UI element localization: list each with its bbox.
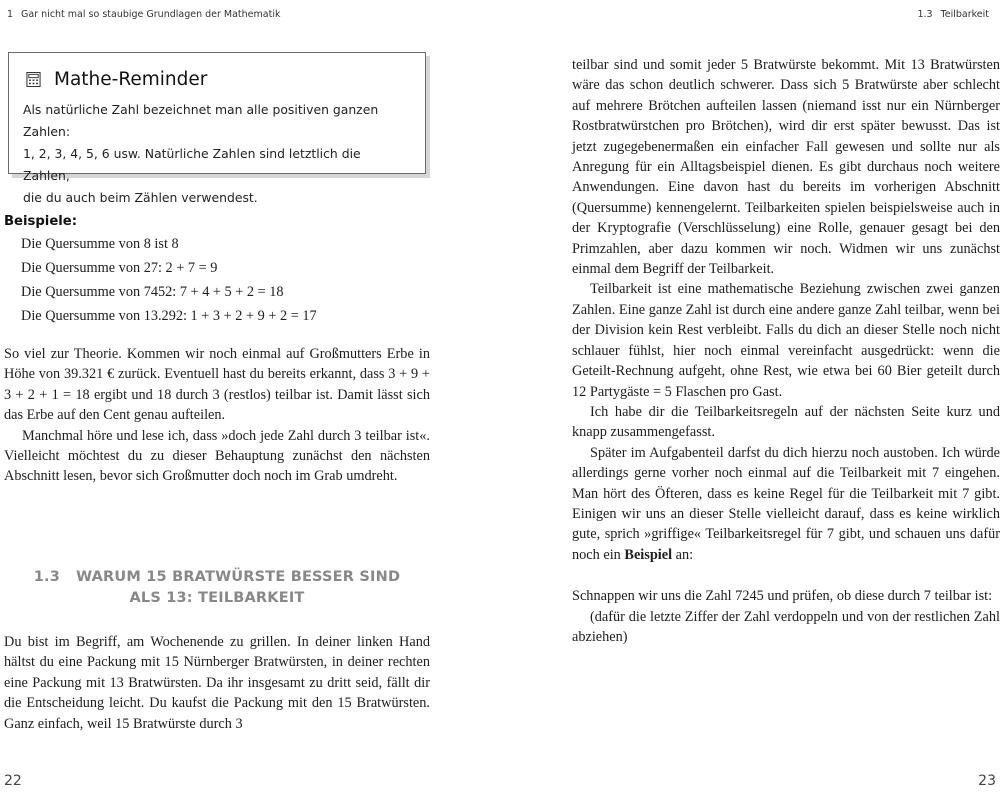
paragraph: (dafür die letzte Ziffer der Zahl verdoppeln und von der restlichen Zahl abziehen)	[572, 608, 1000, 645]
right-body-text	[572, 55, 1000, 647]
paragraph-text: an:	[672, 546, 694, 563]
example-line: Die Quersumme von 7452: 7 + 4 + 5 + 2 = 18	[21, 284, 284, 300]
calculator-icon	[26, 72, 41, 87]
paragraph: So viel zur Theorie. Kommen wir noch einmal auf Großmutters Erbe in Höhe von 39.321 € zurück. Eventuell hast du bereits erkannt, dass 3 + 9 + 3 + 2 + 1 = 18 ergibt und 18 durch 3 (restlos) teilbar ist. Damit lässt sich das Erbe auf den Cent genau aufteilen.	[4, 346, 430, 424]
page-number-left: 22	[4, 773, 22, 789]
intro-text	[4, 632, 430, 734]
paragraph: Schnappen wir uns die Zahl 7245 und prüfen, ob diese durch 7 teilbar ist:	[572, 588, 993, 605]
section-title: Teilbarkeit	[940, 9, 989, 20]
reminder-title-text: Mathe-Reminder	[54, 69, 208, 90]
reminder-line: Als natürliche Zahl bezeichnet man alle positiven ganzen Zahlen:	[23, 102, 379, 139]
example-line: Die Quersumme von 13.292: 1 + 3 + 2 + 9 + 2 = 17	[21, 308, 317, 324]
page-number-right: 23	[978, 773, 996, 789]
paragraph: Ich habe dir die Teilbarkeitsregeln auf der nächsten Seite kurz und knapp zusammengefasst.	[572, 403, 1000, 441]
chapter-title: Gar nicht mal so staubige Grundlagen der Mathematik	[21, 9, 281, 20]
paragraph-text: Später im Aufgabenteil darfst du dich hierzu noch austoben. Ich würde allerdings gerne vorher noch einmal auf die Teilbarkeit mit 7 eingehen. Man hört des Öfteren, dass es keine Regel für die Teilbarkeit mit 7 gibt. Einigen wir uns an dieser Stelle vielleicht darauf, dass es keine wirklich gute, sprich »griffige« Teilbarkeitsregel für 7 gibt, und schauen uns dafür noch ein	[572, 444, 1000, 563]
reminder-body	[23, 99, 411, 209]
section-heading	[4, 567, 430, 609]
paragraph: Du bist im Begriff, am Wochenende zu grillen. In deiner linken Hand hältst du eine Packung mit 15 Nürnberger Bratwürsten, in deiner rechten eine Packung mit 13 Bratwürsten. Da ihr insgesamt zu dritt seid, fällt dir die Entscheidung leicht. Du kaufst die Packung mit den 15 Bratwürsten. Ganz einfach, weil 15 Bratwürste durch 3	[4, 634, 430, 732]
bold-word: Beispiel	[624, 546, 673, 563]
reminder-line: die du auch beim Zählen verwendest.	[23, 190, 258, 205]
example-line: Die Quersumme von 27: 2 + 7 = 9	[21, 260, 218, 276]
left-body-text	[4, 344, 430, 487]
example-line: Die Quersumme von 8 ist 8	[21, 236, 179, 252]
examples-heading: Beispiele:	[4, 214, 78, 229]
section-heading-line2: ALS 13: TEILBARKEIT	[129, 590, 305, 606]
mathe-reminder-box	[8, 52, 426, 205]
section-number: 1.3	[917, 9, 933, 20]
section-heading-number: 1.3	[33, 569, 61, 585]
section-heading-line1: WARUM 15 BRATWÜRSTE BESSER SIND	[76, 569, 401, 585]
running-head-right	[917, 9, 989, 20]
running-head-left	[7, 9, 280, 20]
reminder-line: 1, 2, 3, 4, 5, 6 usw. Natürliche Zahlen sind letztlich die Zahlen,	[23, 146, 361, 183]
examples-block	[4, 212, 430, 328]
paragraph: Manchmal höre und lese ich, dass »doch jede Zahl durch 3 teilbar ist«. Vielleicht möchtest du zu dieser Behauptung zunächst den nächsten Abschnitt lesen, bevor sich Großmutter doch noch im Grab umdreht.	[4, 427, 430, 485]
paragraph: Teilbarkeit ist eine mathematische Beziehung zwischen zwei ganzen Zahlen. Eine ganze Zahl ist durch eine andere ganze Zahl teilbar, wenn bei der Division kein Rest verbleibt. Falls du dich an dieser Stelle noch nicht schlauer fühlst, hier noch einmal vereinfacht ausgedrückt: wenn die Geteilt-Rechnung aufgeht, ohne Rest, wie etwa bei 60 Bier geteilt durch 12 Partygäste = 5 Flaschen pro Gast.	[572, 281, 1000, 400]
paragraph-spacer	[572, 565, 1000, 586]
paragraph: teilbar sind und somit jeder 5 Bratwürste bekommt. Mit 13 Bratwürsten wäre das schon deutlich schwerer. Dass sich 5 Bratwürste aber schlecht auf mehrere Brötchen aufteilen lassen (niemand isst nur ein Nürnberger Rostbratwürstchen pro Brötchen), wird dir erst später bewusst. Das ist jetzt zugegebenermaßen ein einfacher Fall gewesen und sollte nur als Anregung für ein Alltagsbeispiel dienen. Es gibt durchaus noch weitere Anwendungen. Eine davon hast du bereits im vorherigen Abschnitt (Quersumme) kennengelernt. Teilbarkeiten spielen beispielsweise auch in der Kryptografie (Verschlüsselung) eine Rolle, genauer gesagt bei den Primzahlen, aber dazu kommen wir noch. Widmen wir uns zunächst einmal dem Begriff der Teilbarkeit.	[572, 57, 1000, 278]
paragraph	[572, 443, 1000, 565]
reminder-title	[23, 69, 411, 90]
chapter-number: 1	[7, 9, 14, 20]
